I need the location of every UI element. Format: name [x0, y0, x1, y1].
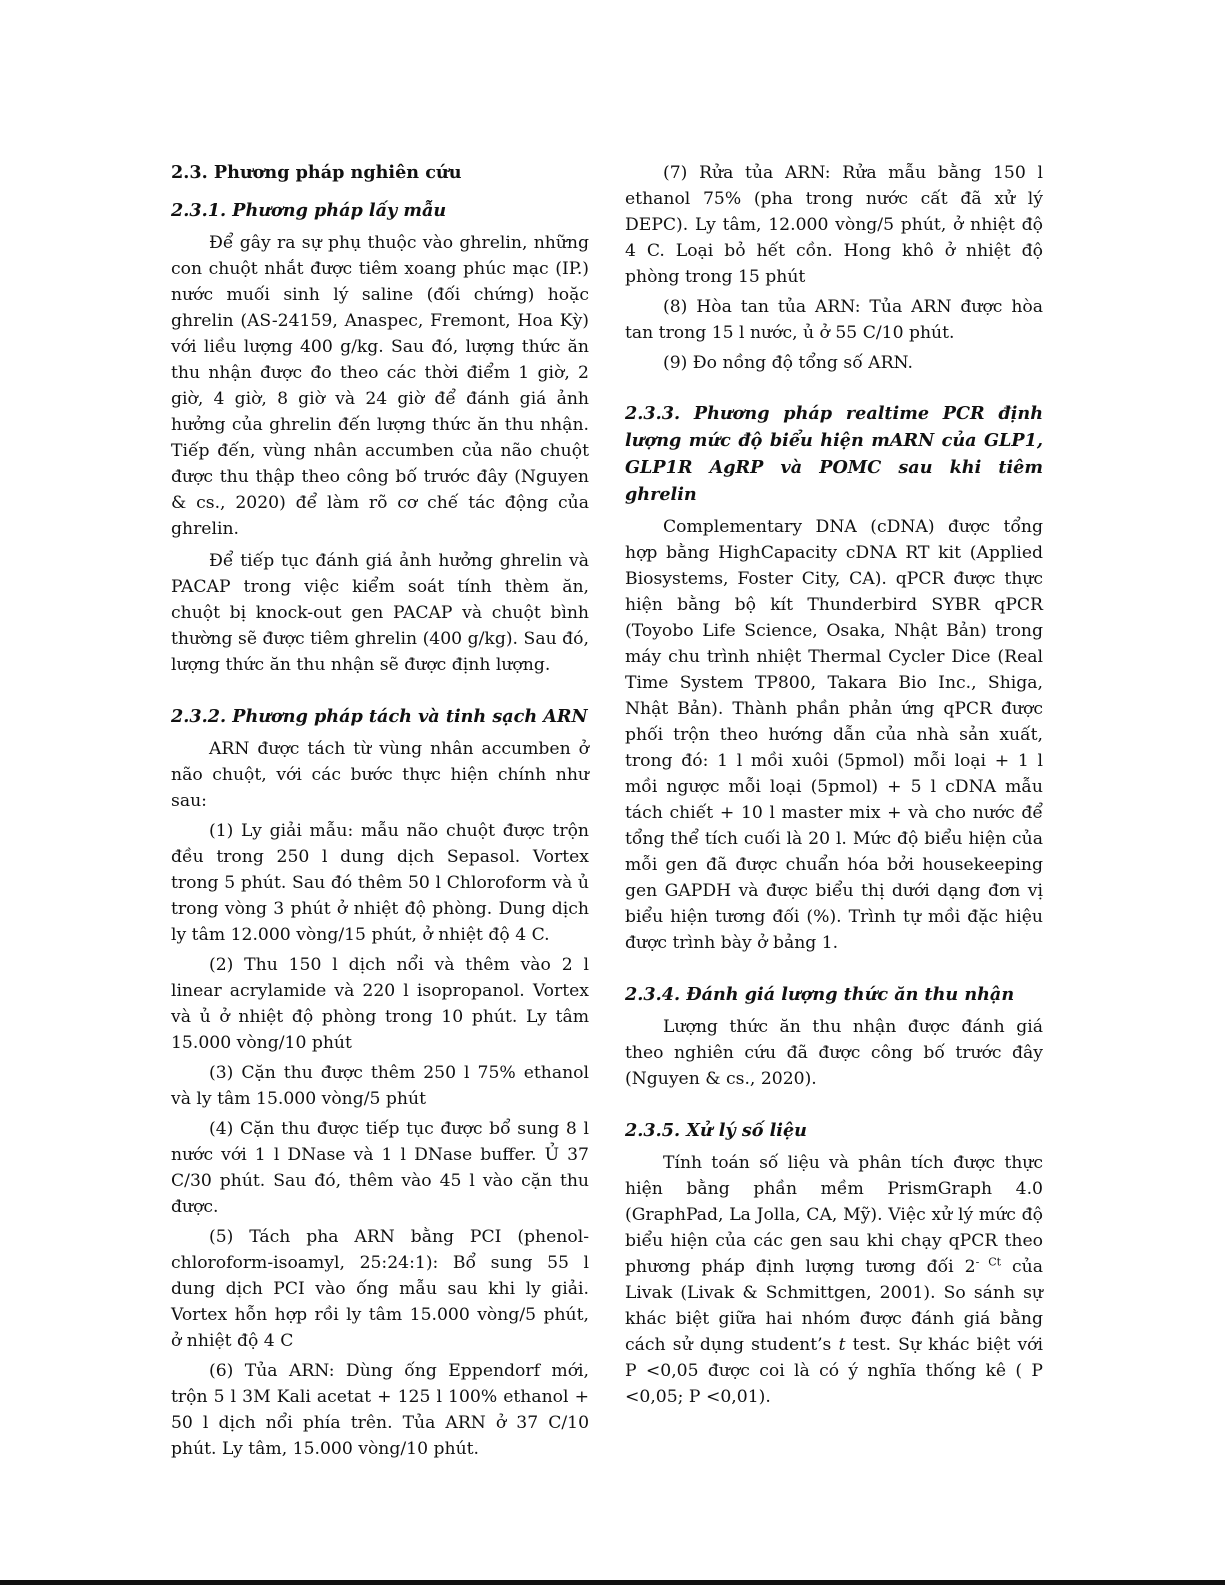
paragraph-sampling-2: Để tiếp tục đánh giá ảnh hưởng ghrelin và PACAP trong việc kiểm soát tính thèm ăn, chuột bị knock-out gen PACAP và chuột bình thường sẽ được tiêm ghrelin (400 g/kg). Sau đó, lượng thức ăn thu nhận sẽ được định lượng.	[171, 551, 589, 675]
step-6: (6) Tủa ARN: Dùng ống Eppendorf mới, trộn 5 l 3M Kali acetat + 125 l 100% ethanol + 50 l dịch nổi phía trên. Tủa ARN ở 37 C/10 phút. Ly tâm, 15.000 vòng/10 phút.	[171, 1361, 589, 1459]
delta-ct-superscript: - Ct	[975, 1255, 1002, 1269]
page-bottom-rule	[0, 1580, 1225, 1585]
paragraph-sampling-1: Để gây ra sự phụ thuộc vào ghrelin, những con chuột nhắt được tiêm xoang phúc mạc (IP.) nước muối sinh lý saline (đối chứng) hoặc ghrelin (AS-24159, Anaspec, Fremont, Hoa Kỳ) với liều lượng 400 g/kg. Sau đó, lượng thức ăn thu nhận được đo theo các thời điểm 1 giờ, 2 giờ, 4 giờ, 8 giờ và 24 giờ để đánh giá ảnh hưởng của ghrelin đến lượng thức ăn thu nhận. Tiếp đến, vùng nhân accumben của não chuột được thu thập theo công bố trước đây (Nguyen & cs., 2020) để làm rõ cơ chế tác động của ghrelin.	[171, 233, 589, 539]
step-3: (3) Cặn thu được thêm 250 l 75% ethanol và ly tâm 15.000 vòng/5 phút	[171, 1063, 589, 1109]
step-1: (1) Ly giải mẫu: mẫu não chuột được trộn đều trong 250 l dung dịch Sepasol. Vortex trong 5 phút. Sau đó thêm 50 l Chloroform và ủ trong vòng 3 phút ở nhiệt độ phòng. Dung dịch ly tâm 12.000 vòng/15 phút, ở nhiệt độ 4 C.	[171, 821, 589, 945]
subsection-heading-2-3-3: 2.3.3. Phương pháp realtime PCR định lượng mức độ biểu hiện mARN của GLP1, GLP1R AgRP và POMC sau khi tiêm ghrelin	[625, 403, 1043, 505]
step-2: (2) Thu 150 l dịch nổi và thêm vào 2 l linear acrylamide và 220 l isopropanol. Vortex và ủ ở nhiệt độ phòng trong 10 phút. Ly tâm 15.000 vòng/10 phút	[171, 955, 589, 1053]
analysis-text-a: Tính toán số liệu và phân tích được thực hiện bằng phần mềm PrismGraph 4.0 (GraphPad, La Jolla, CA, Mỹ). Việc xử lý mức độ biểu hiện của các gen sau khi chạy qPCR theo phương pháp định lượng tương đối 2	[625, 1153, 1043, 1277]
analysis-text-c: test. Sự khác biệt với P <0,05 được coi là có ý nghĩa thống kê ( P <0,05; P <0,01).	[625, 1335, 1043, 1407]
subsection-heading-2-3-5: 2.3.5. Xử lý số liệu	[625, 1120, 807, 1141]
section-heading-2-3: 2.3. Phương pháp nghiên cứu	[171, 162, 462, 183]
left-column	[171, 160, 589, 1466]
t-test-italic: t	[838, 1335, 846, 1355]
right-column	[625, 160, 1043, 1416]
subsection-heading-2-3-1: 2.3.1. Phương pháp lấy mẫu	[171, 200, 447, 221]
paragraph-qpcr: Complementary DNA (cDNA) được tổng hợp bằng HighCapacity cDNA RT kit (Applied Biosystems, Foster City, CA). qPCR được thực hiện bằng bộ kít Thunderbird SYBR qPCR (Toyobo Life Science, Osaka, Nhật Bản) trong máy chu trình nhiệt Thermal Cycler Dice (Real Time System TP800, Takara Bio Inc., Shiga, Nhật Bản). Thành phần phản ứng qPCR được phối trộn theo hướng dẫn của nhà sản xuất, trong đó: 1 l mồi xuôi (5pmol) mỗi loại + 1 l mồi ngược mỗi loại (5pmol) + 5 l cDNA mẫu tách chiết + 10 l master mix + và cho nước để tổng thể tích cuối là 20 l. Mức độ biểu hiện của mỗi gen đã được chuẩn hóa bởi housekeeping gen GAPDH và được biểu thị dưới dạng đơn vị biểu hiện tương đối (%). Trình tự mồi đặc hiệu được trình bày ở bảng 1.	[625, 517, 1043, 953]
subsection-heading-2-3-4: 2.3.4. Đánh giá lượng thức ăn thu nhận	[625, 984, 1015, 1005]
step-7: (7) Rửa tủa ARN: Rửa mẫu bằng 150 l ethanol 75% (pha trong nước cất đã xử lý DEPC). Ly tâm, 12.000 vòng/5 phút, ở nhiệt độ 4 C. Loại bỏ hết cồn. Hong khô ở nhiệt độ phòng trong 15 phút	[625, 163, 1043, 287]
step-9: (9) Đo nồng độ tổng số ARN.	[663, 353, 913, 373]
step-8: (8) Hòa tan tủa ARN: Tủa ARN được hòa tan trong 15 l nước, ủ ở 55 C/10 phút.	[625, 297, 1043, 343]
step-5: (5) Tách pha ARN bằng PCI (phenol-chloroform-isoamyl, 25:24:1): Bổ sung 55 l dung dịch PCI vào ống mẫu sau khi ly giải. Vortex hỗn hợp rồi ly tâm 15.000 vòng/5 phút, ở nhiệt độ 4 C	[171, 1227, 589, 1351]
analysis-text-b: của Livak (Livak & Schmittgen, 2001). So sánh sự khác biệt giữa hai nhóm được đánh giá bằng cách sử dụng student’s	[625, 1257, 1044, 1355]
subsection-heading-2-3-2: 2.3.2. Phương pháp tách và tinh sạch ARN	[171, 706, 588, 727]
paragraph-rna-intro: ARN được tách từ vùng nhân accumben ở não chuột, với các bước thực hiện chính như sau:	[171, 739, 589, 811]
step-4: (4) Cặn thu được tiếp tục được bổ sung 8 l nước với 1 l DNase và 1 l DNase buffer. Ủ 37 C/30 phút. Sau đó, thêm vào 45 l vào cặn thu được.	[171, 1119, 589, 1217]
paragraph-data-analysis	[625, 1150, 1043, 1410]
paragraph-food-intake: Lượng thức ăn thu nhận được đánh giá theo nghiên cứu đã được công bố trước đây (Nguyen & cs., 2020).	[625, 1017, 1043, 1089]
